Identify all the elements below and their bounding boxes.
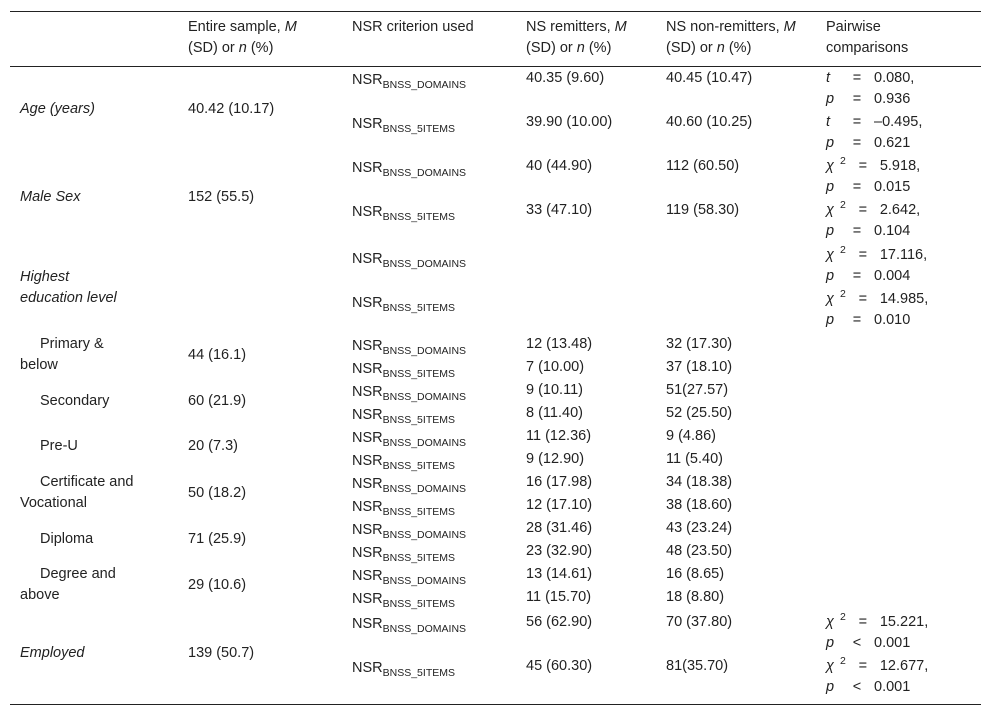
cert-domains-non-remitters: 34 (18.38): [666, 474, 733, 490]
preu-items-remitters: 9 (12.90): [526, 451, 585, 467]
diploma-criterion-domains: $NSR_{BNSS\_DOMAINS}$: [352, 522, 467, 541]
secondary-total: 60 (21.9): [188, 393, 247, 409]
age-domains-non-remitters: 40.45 (10.47): [666, 70, 753, 86]
row-label-certificate: Certificate and Vocational: [20, 474, 134, 511]
degree-criterion-items: $NSR_{BNSS\_5ITEMS}$: [352, 591, 455, 610]
degree-total: 29 (10.6): [188, 577, 247, 593]
age-criterion-domains: $NSR_{BNSS\_DOMAINS}$: [352, 72, 467, 91]
secondary-criterion-domains: $NSR_{BNSS\_DOMAINS}$: [352, 384, 467, 403]
cert-criterion-domains: $NSR_{BNSS\_DOMAINS}$: [352, 476, 467, 495]
age-items-non-remitters: 40.60 (10.25): [666, 114, 753, 130]
row-label-employed: Employed: [20, 645, 85, 661]
age-domains-comparison: t = 0.080, p = 0.936: [826, 70, 915, 107]
primary-criterion-domains: $NSR_{BNSS\_DOMAINS}$: [352, 338, 467, 357]
male-domains-non-remitters: 112 (60.50): [666, 158, 740, 174]
secondary-items-non-remitters: 52 (25.50): [666, 405, 733, 421]
diploma-domains-non-remitters: 43 (23.24): [666, 520, 733, 536]
cert-items-remitters: 12 (17.10): [526, 497, 593, 513]
row-label-pre-u: Pre-U: [40, 438, 78, 454]
male-items-comparison: χ $^2$ = 2.642, p = 0.104: [826, 199, 921, 239]
male-criterion-domains: $NSR_{BNSS\_DOMAINS}$: [352, 160, 467, 179]
preu-criterion-items: $NSR_{BNSS\_5ITEMS}$: [352, 453, 455, 472]
diploma-criterion-items: $NSR_{BNSS\_5ITEMS}$: [352, 545, 455, 564]
degree-domains-remitters: 13 (14.61): [526, 566, 593, 582]
edu-items-comparison: χ $^2$ = 14.985, p = 0.010: [826, 288, 929, 328]
male-domains-comparison: χ $^2$ = 5.918, p = 0.015: [826, 155, 921, 195]
diploma-total: 71 (25.9): [188, 531, 247, 547]
employed-items-non-remitters: 81(35.70): [666, 658, 729, 674]
results-table: [10, 11, 981, 705]
primary-items-non-remitters: 37 (18.10): [666, 359, 733, 375]
primary-criterion-items: $NSR_{BNSS\_5ITEMS}$: [352, 361, 455, 380]
row-label-male-sex: Male Sex: [20, 189, 81, 205]
male-domains-remitters: 40 (44.90): [526, 158, 593, 174]
diploma-domains-remitters: 28 (31.46): [526, 520, 593, 536]
degree-items-non-remitters: 18 (8.80): [666, 589, 725, 605]
primary-total: 44 (16.1): [188, 347, 247, 363]
preu-criterion-domains: $NSR_{BNSS\_DOMAINS}$: [352, 430, 467, 449]
primary-items-remitters: 7 (10.00): [526, 359, 585, 375]
preu-domains-remitters: 11 (12.36): [526, 428, 592, 444]
header-entire-sample: Entire sample, M (SD) or n (%): [188, 19, 297, 56]
employed-domains-non-remitters: 70 (37.80): [666, 614, 733, 630]
male-total: 152 (55.5): [188, 189, 255, 205]
male-criterion-items: $NSR_{BNSS\_5ITEMS}$: [352, 204, 455, 223]
diploma-items-remitters: 23 (32.90): [526, 543, 593, 559]
cert-domains-remitters: 16 (17.98): [526, 474, 593, 490]
preu-items-non-remitters: 11 (5.40): [666, 451, 723, 467]
cert-total: 50 (18.2): [188, 485, 247, 501]
row-label-primary: Primary & below: [20, 336, 104, 373]
employed-items-comparison: χ $^2$ = 12.677, p < 0.001: [826, 655, 929, 695]
header-non-remitters: NS non-remitters, M (SD) or n (%): [666, 19, 796, 56]
cert-items-non-remitters: 38 (18.60): [666, 497, 733, 513]
degree-criterion-domains: $NSR_{BNSS\_DOMAINS}$: [352, 568, 467, 587]
header-divider: [10, 66, 981, 67]
row-label-secondary: Secondary: [40, 393, 110, 409]
header-pairwise: Pairwise comparisons: [826, 19, 909, 56]
employed-total: 139 (50.7): [188, 645, 255, 661]
employed-criterion-domains: $NSR_{BNSS\_DOMAINS}$: [352, 616, 467, 635]
employed-domains-comparison: χ $^2$ = 15.221, p < 0.001: [826, 611, 929, 651]
cert-criterion-items: $NSR_{BNSS\_5ITEMS}$: [352, 499, 455, 518]
age-total: 40.42 (10.17): [188, 101, 275, 117]
male-items-non-remitters: 119 (58.30): [666, 202, 740, 218]
preu-total: 20 (7.3): [188, 438, 238, 454]
secondary-items-remitters: 8 (11.40): [526, 405, 583, 421]
age-criterion-items: $NSR_{BNSS\_5ITEMS}$: [352, 116, 455, 135]
row-label-diploma: Diploma: [40, 531, 94, 547]
employed-criterion-items: $NSR_{BNSS\_5ITEMS}$: [352, 660, 455, 679]
male-items-remitters: 33 (47.10): [526, 202, 593, 218]
diploma-items-non-remitters: 48 (23.50): [666, 543, 733, 559]
degree-domains-non-remitters: 16 (8.65): [666, 566, 725, 582]
secondary-domains-non-remitters: 51(27.57): [666, 382, 729, 398]
header-criterion: NSR criterion used: [352, 19, 474, 35]
employed-domains-remitters: 56 (62.90): [526, 614, 593, 630]
row-label-education: Highest education level: [20, 269, 117, 306]
age-items-comparison: t = –0.495, p = 0.621: [826, 114, 923, 151]
edu-domains-comparison: χ $^2$ = 17.116, p = 0.004: [826, 244, 928, 284]
secondary-criterion-items: $NSR_{BNSS\_5ITEMS}$: [352, 407, 455, 426]
age-items-remitters: 39.90 (10.00): [526, 114, 613, 130]
edu-criterion-items: $NSR_{BNSS\_5ITEMS}$: [352, 295, 455, 314]
primary-domains-remitters: 12 (13.48): [526, 336, 593, 352]
row-label-degree: Degree and above: [20, 566, 116, 603]
edu-criterion-domains: $NSR_{BNSS\_DOMAINS}$: [352, 251, 467, 270]
row-label-age: Age (years): [20, 101, 95, 117]
header-remitters: NS remitters, M (SD) or n (%): [526, 19, 627, 56]
age-domains-remitters: 40.35 (9.60): [526, 70, 605, 86]
secondary-domains-remitters: 9 (10.11): [526, 382, 583, 398]
preu-domains-non-remitters: 9 (4.86): [666, 428, 716, 444]
employed-items-remitters: 45 (60.30): [526, 658, 593, 674]
degree-items-remitters: 11 (15.70): [526, 589, 592, 605]
primary-domains-non-remitters: 32 (17.30): [666, 336, 733, 352]
